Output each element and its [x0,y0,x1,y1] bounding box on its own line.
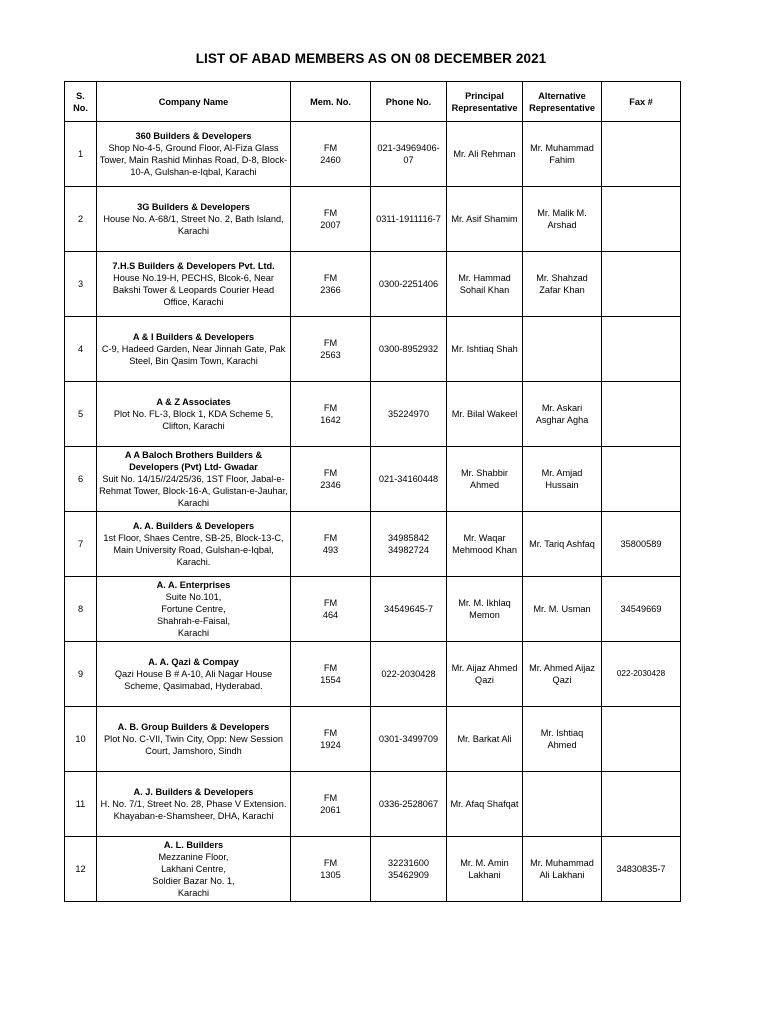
company-address: Plot No. C-VII, Twin City, Opp: New Session Court, Jamshoro, Sindh [104,734,283,756]
table-row [65,837,681,902]
cell-sno: 10 [65,707,97,772]
cell-company [97,642,291,707]
cell-alternative: Mr. Muhammad Fahim [523,122,602,187]
cell-alternative: Mr. Askari Asghar Agha [523,382,602,447]
company-name: A. A. Enterprises [156,580,231,590]
cell-mem-no: FM 2007 [291,187,371,252]
cell-alternative: Mr. Muhammad Ali Lakhani [523,837,602,902]
company-address: H. No. 7/1, Street No. 28, Phase V Extension. Khayaban-e-Shamsheer, DHA, Karachi [100,799,287,821]
header-alternative: Alternative Representative [523,82,602,122]
cell-mem-no: FM 1642 [291,382,371,447]
header-principal: Principal Representative [447,82,523,122]
company-address: Suit No. 14/15//24/25/36, 1ST Floor, Jabal-e-Rehmat Tower, Block-16-A, Gulistan-e-Jauhar, Karachi [99,474,288,508]
cell-fax [602,707,681,772]
cell-mem-no: FM 1554 [291,642,371,707]
table-row [65,317,681,382]
cell-company [97,122,291,187]
cell-company [97,512,291,577]
cell-fax [602,252,681,317]
cell-phone: 0300-2251406 [371,252,447,317]
table-row [65,772,681,837]
company-name: A & Z Associates [156,397,231,407]
cell-sno: 8 [65,577,97,642]
cell-company [97,707,291,772]
cell-mem-no: FM 2346 [291,447,371,512]
cell-fax: 34830835-7 [602,837,681,902]
company-address: Plot No. FL-3, Block 1, KDA Scheme 5, Clifton, Karachi [113,409,274,431]
cell-fax [602,772,681,837]
company-address: Shop No-4-5, Ground Floor, Al-Fiza Glass Tower, Main Rashid Minhas Road, D-8, Block-10-A, Gulshan-e-Iqbal, Karachi [99,143,288,177]
company-name: A. A. Qazi & Compay [148,657,239,667]
cell-principal: Mr. Ishtiaq Shah [447,317,523,382]
cell-company [97,577,291,642]
cell-mem-no: FM 464 [291,577,371,642]
table-row [65,382,681,447]
cell-principal: Mr. Barkat Ali [447,707,523,772]
cell-alternative: Mr. M. Usman [523,577,602,642]
cell-sno: 9 [65,642,97,707]
company-name: A & I Builders & Developers [132,332,255,342]
table-row [65,122,681,187]
cell-company [97,252,291,317]
cell-fax [602,447,681,512]
cell-mem-no: FM 2366 [291,252,371,317]
cell-phone: 0301-3499709 [371,707,447,772]
cell-alternative: Mr. Amjad Hussain [523,447,602,512]
company-name: A A Baloch Brothers Builders & Developers (Pvt) Ltd- Gwadar [124,450,263,472]
header-sno: S. No. [65,82,97,122]
company-name: A. B. Group Builders & Developers [117,722,270,732]
table-row [65,642,681,707]
company-name: A. L. Builders [163,840,224,850]
cell-alternative [523,317,602,382]
cell-fax [602,317,681,382]
company-address: 1st Floor, Shaes Centre, SB-25, Block-13-C, Main University Road, Gulshan-e-Iqbal, Karachi. [103,533,284,567]
cell-sno: 2 [65,187,97,252]
company-name: A. J. Builders & Developers [133,787,254,797]
cell-principal: Mr. Bilal Wakeel [447,382,523,447]
cell-alternative: Mr. Ishtiaq Ahmed [523,707,602,772]
cell-mem-no: FM 1924 [291,707,371,772]
cell-phone: 022-2030428 [371,642,447,707]
header-fax: Fax # [602,82,681,122]
cell-principal: Mr. Aijaz Ahmed Qazi [447,642,523,707]
header-company: Company Name [97,82,291,122]
cell-phone: 35224970 [371,382,447,447]
header-mem: Mem. No. [291,82,371,122]
cell-principal: Mr. Ali Rehman [447,122,523,187]
cell-sno: 4 [65,317,97,382]
cell-fax: 022-2030428 [602,642,681,707]
cell-alternative: Mr. Shahzad Zafar Khan [523,252,602,317]
cell-phone: 021-34969406- 07 [371,122,447,187]
cell-fax [602,187,681,252]
cell-phone: 0311-1911116-7 [371,187,447,252]
company-address: Suite No.101, Fortune Centre, Shahrah-e-Faisal, Karachi [156,592,231,638]
cell-principal: Mr. Afaq Shafqat [447,772,523,837]
cell-sno: 6 [65,447,97,512]
company-address: House No.19-H, PECHS, Blcok-6, Near Bakshi Tower & Leopards Courier Head Office, Karachi [112,273,275,307]
table-row [65,512,681,577]
cell-phone: 021-34160448 [371,447,447,512]
members-table [64,81,681,902]
cell-phone: 34549645-7 [371,577,447,642]
cell-alternative: Mr. Tariq Ashfaq [523,512,602,577]
company-address: C-9, Hadeed Garden, Near Jinnah Gate, Pak Steel, Bin Qasim Town, Karachi [101,344,286,366]
cell-principal: Mr. Waqar Mehmood Khan [447,512,523,577]
table-row [65,187,681,252]
cell-sno: 12 [65,837,97,902]
cell-alternative: Mr. Ahmed Aijaz Qazi [523,642,602,707]
cell-phone: 32231600 35462909 [371,837,447,902]
header-phone: Phone No. [371,82,447,122]
cell-company [97,837,291,902]
cell-company [97,382,291,447]
cell-mem-no: FM 1305 [291,837,371,902]
cell-principal: Mr. M. Ikhlaq Memon [447,577,523,642]
cell-principal: Mr. Hammad Sohail Khan [447,252,523,317]
cell-sno: 11 [65,772,97,837]
cell-company [97,772,291,837]
table-row [65,252,681,317]
cell-principal: Mr. Asif Shamim [447,187,523,252]
cell-sno: 7 [65,512,97,577]
cell-alternative: Mr. Malik M. Arshad [523,187,602,252]
company-address: House No. A-68/1, Street No. 2, Bath Island, Karachi [103,214,284,236]
company-name: 3G Builders & Developers [137,202,250,212]
table-row [65,447,681,512]
cell-fax: 35800589 [602,512,681,577]
cell-phone: 34985842 34982724 [371,512,447,577]
cell-mem-no: FM 493 [291,512,371,577]
cell-mem-no: FM 2061 [291,772,371,837]
cell-mem-no: FM 2563 [291,317,371,382]
cell-mem-no: FM 2460 [291,122,371,187]
company-address: Mezzanine Floor, Lakhani Centre, Soldier Bazar No. 1, Karachi [152,852,235,898]
cell-phone: 0336-2528067 [371,772,447,837]
cell-fax: 34549669 [602,577,681,642]
cell-sno: 3 [65,252,97,317]
company-address: Qazi House B # A-10, Ali Nagar House Scheme, Qasimabad, Hyderabad. [114,669,273,691]
cell-principal: Mr. M. Amin Lakhani [447,837,523,902]
company-name: A. A. Builders & Developers [132,521,255,531]
cell-sno: 1 [65,122,97,187]
cell-company [97,317,291,382]
cell-fax [602,122,681,187]
cell-principal: Mr. Shabbir Ahmed [447,447,523,512]
cell-company [97,187,291,252]
table-row [65,577,681,642]
cell-fax [602,382,681,447]
cell-sno: 5 [65,382,97,447]
cell-company [97,447,291,512]
cell-phone: 0300-8952932 [371,317,447,382]
header-row [65,82,681,122]
company-name: 360 Builders & Developers [135,131,252,141]
page-title: LIST OF ABAD MEMBERS AS ON 08 DECEMBER 2021 [195,51,547,66]
table-row [65,707,681,772]
company-name: 7.H.S Builders & Developers Pvt. Ltd. [112,261,275,271]
cell-alternative [523,772,602,837]
